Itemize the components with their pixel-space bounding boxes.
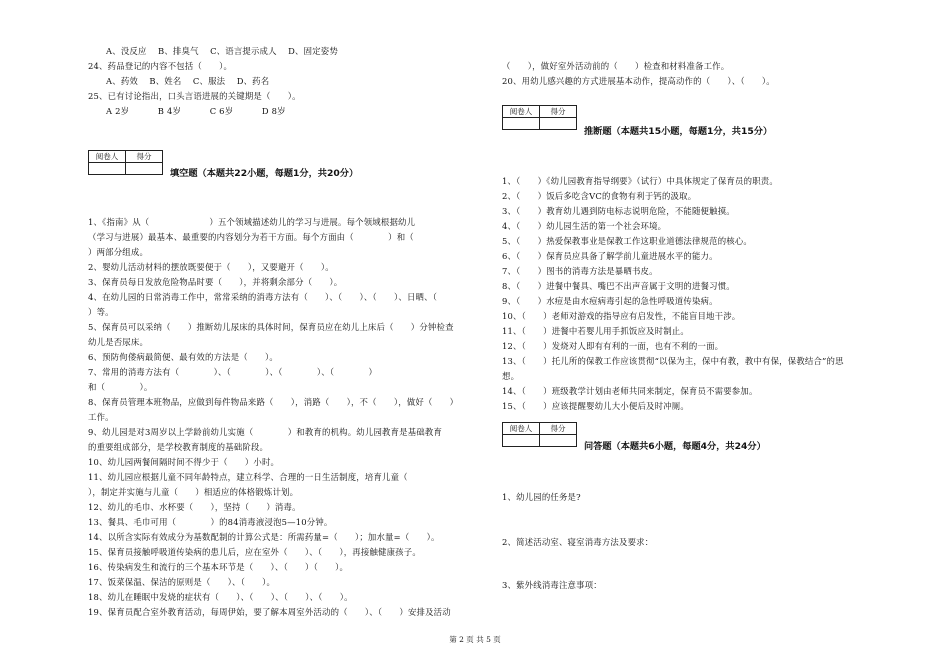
score-box-judge [502,105,577,130]
fill-line: 2、婴幼儿活动材料的摆放既要便于（ ），又要避开（ ）。 [88,262,334,272]
qa-question-2: 2、简述活动室、寝室消毒方法及要求： [502,537,654,547]
judge-line: 3、（ ）教育幼儿遇到防电标志说明危险，不能随便触摸。 [502,206,735,216]
judge-line: 9、（ ）水痘是由水痘病毒引起的急性呼吸道传染病。 [502,296,718,306]
page-number: 第 2 页 共 5 页 [449,635,501,644]
score-label: 得分 [540,423,577,435]
fill-line: 19、保育员配合室外教育活动，每周伊始，要了解本周室外活动的（ ）、（ ）安排及活动 [88,607,451,617]
score-cell[interactable] [540,118,577,130]
judge-line: 1、（ ）《幼儿园教育指导纲要》（试行）中具体规定了保育员的职责。 [502,176,778,186]
judge-line: 13、（ ）托儿所的保教工作应该贯彻“以保为主，保中有教，教中有保，保教结合”的思 [502,356,844,366]
fill-line: 3、保育员每日发放危险物品时要（ ），并将剩余部分（ ）。 [88,277,343,287]
section-title-judge: 推断题（本题共15小题，每题1分，共15分） [584,126,773,137]
fill-line: 5、保育员可以采纳（ ）推断幼儿尿床的具体时间，保育员应在幼儿上床后（ ）分钟检查 [88,322,454,332]
reviewer-label: 阅卷人 [503,423,540,435]
fill-line: （学习与进展）最基本、最重要的内容划分为若干方面。每个方面由（ ）和（ [88,232,414,242]
fill-line: 12、幼儿的毛巾、水杯要（ ），坚持（ ）消毒。 [88,502,301,512]
reviewer-label: 阅卷人 [89,151,126,163]
fill-line: 7、常用的消毒方法有（ ）、（ ）、（ ）、（ ） [88,367,378,377]
judge-line: 14、（ ）班级教学计划由老师共同来制定，保育员不需要参加。 [502,386,758,396]
fill-line: 1、《指南》从（ ）五个领域描述幼儿的学习与进展。每个领域根据幼儿 [88,217,416,227]
fill-line: 和（ ）。 [88,382,153,392]
fill-line: 9、幼儿园是对3周岁以上学龄前幼儿实施（ ）和教育的机构。幼儿园教育是基础教育 [88,427,443,437]
question-23-options: A、没反应 B、排臭气 C、语言提示成人 D、固定姿势 [106,46,338,56]
fill-line: 10、幼儿园两餐间隔时间不得少于（ ）小时。 [88,457,280,467]
fill-line: （ ），做好室外活动前的（ ）检查和材料准备工作。 [502,61,730,71]
fill-line: ）两部分组成。 [88,247,149,257]
judge-line: 15、（ ）应该提醒婴幼儿大小便后及时冲厕。 [502,401,689,411]
judge-line: 4、（ ）幼儿园生活的第一个社会环境。 [502,221,667,231]
reviewer-cell[interactable] [89,163,126,175]
section-title-qa: 问答题（本题共6小题，每题4分，共24分） [584,441,766,452]
fill-line: 幼儿是否尿床。 [88,337,149,347]
question-25: 25、已有讨论指出，口头言语进展的关键期是（ ）。 [88,91,301,101]
question-25-options: A 2岁 B 4岁 C 6岁 D 8岁 [106,106,286,116]
reviewer-cell[interactable] [503,435,540,447]
qa-question-1: 1、幼儿园的任务是? [502,492,581,502]
judge-line: 2、（ ）饭后多吃含VC的食物有利于钙的汲取。 [502,191,697,201]
score-cell[interactable] [540,435,577,447]
fill-line: ）等。 [88,307,114,317]
fill-line: 13、餐具、毛巾可用（ ）的84消毒液浸泡5—10分钟。 [88,517,333,527]
score-box-fill-in [88,150,163,175]
fill-line: 的重要组成部分，是学校教育制度的基础阶段。 [88,442,269,452]
fill-line: 14、以所含实际有效成分为基数配制的计算公式是：所需药量=（ ）；加水量=（ ）。 [88,532,440,542]
fill-line: 15、保育员接触呼吸道传染病的患儿后，应在室外（ ）、（ ），再接触健康孩子。 [88,547,421,557]
fill-line: 17、饭菜保温、保洁的原则是（ ）、（ ）。 [88,577,276,587]
judge-line: 10、（ ）老师对游戏的指导应有启发性，不能盲目地干涉。 [502,311,741,321]
fill-line: 16、传染病发生和流行的三个基本环节是（ ）、（ ）（ ）。 [88,562,349,572]
score-label: 得分 [126,151,163,163]
judge-line: 想。 [502,371,520,381]
judge-line: 6、（ ）保育员应具备了解学前儿童进展水平的能力。 [502,251,718,261]
reviewer-cell[interactable] [503,118,540,130]
judge-line: 7、（ ）图书的消毒方法是暴晒书皮。 [502,266,658,276]
score-label: 得分 [540,106,577,118]
fill-line: 20、用幼儿感兴趣的方式进展基本动作，提高动作的（ ）、（ ）。 [502,76,775,86]
judge-line: 8、（ ）进餐中餐具、嘴巴不出声音属于文明的进餐习惯。 [502,281,735,291]
judge-line: 12、（ ）发烧对人即有有利的一面，也有不利的一面。 [502,341,724,351]
fill-line: 18、幼儿在睡眠中发烧的症状有（ ）、（ ）、（ ）、（ ）。 [88,592,353,602]
question-24-options: A、药效 B、姓名 C、服法 D、药名 [106,76,270,86]
judge-line: 11、（ ）进餐中若婴儿用手抓饭应及时制止。 [502,326,689,336]
fill-line: 4、在幼儿园的日常消毒工作中，常常采纳的消毒方法有（ ）、（ ）、（ ）、日晒、（ [88,292,438,302]
section-title-fill-in: 填空题（本题共22小题，每题1分，共20分） [170,168,359,179]
fill-line: ），制定并实施与儿童（ ）相适应的体格锻炼计划。 [88,487,299,497]
fill-line: 工作。 [88,412,114,422]
question-24: 24、药品登记的内容不包括（ ）。 [88,61,233,71]
reviewer-label: 阅卷人 [503,106,540,118]
fill-line: 8、保育员管理本班物品，应做到每件物品来路（ ），消路（ ），不（ ），做好（ ） [88,397,459,407]
judge-line: 5、（ ）热爱保教事业是保教工作这职业道德法律规范的核心。 [502,236,753,246]
fill-line: 11、幼儿园应根据儿童不同年龄特点，建立科学、合理的一日生活制度，培育儿童（ [88,472,408,482]
qa-question-3: 3、紫外线消毒注意事项： [502,580,602,590]
score-cell[interactable] [126,163,163,175]
score-box-qa [502,422,577,447]
fill-line: 6、预防佝偻病最简便、最有效的方法是（ ）。 [88,352,278,362]
